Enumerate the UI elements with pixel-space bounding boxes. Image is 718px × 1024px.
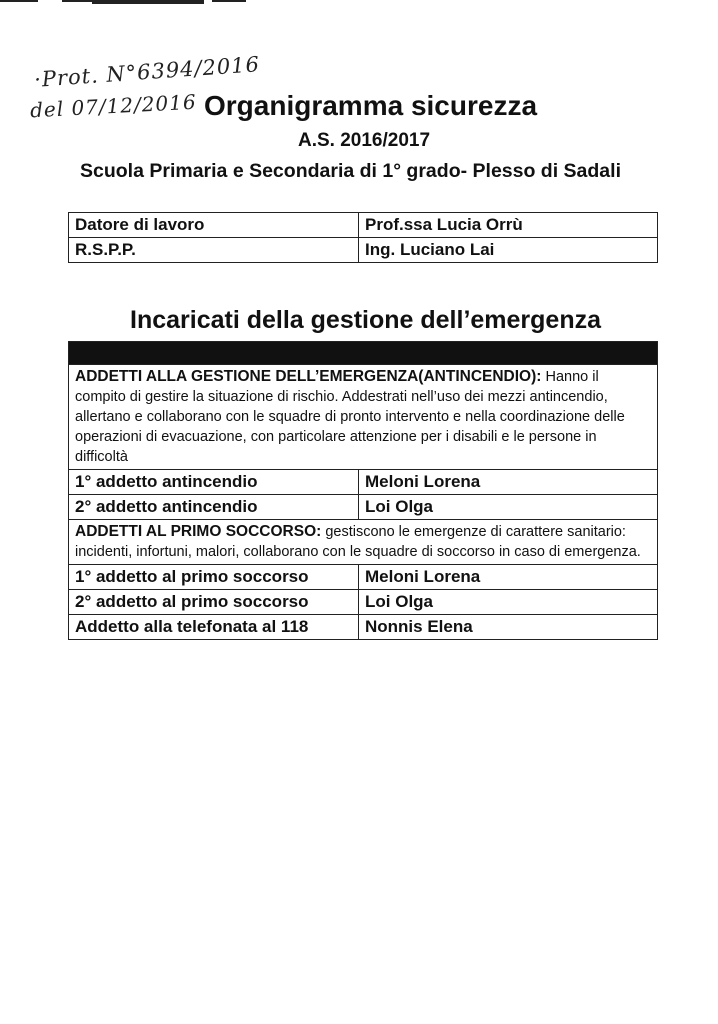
assignment-name: Meloni Lorena [359,565,658,590]
handwritten-date: del 07/12/2016 [29,89,198,123]
firstaid-text: gestiscono le emergenze di carattere sanitario: incidenti, infortuni, malori, collaborano con le squadre di soccorso in caso di emergenza. [75,524,641,560]
table-row [69,470,658,495]
scan-artifact [92,0,204,4]
page-title: Organigramma sicurezza [204,90,538,121]
scan-artifact [0,0,38,2]
table-row [69,615,658,640]
school-year: A.S. 2016/2017 [298,130,431,151]
role-label: R.S.P.P. [69,238,359,263]
role-name: Ing. Luciano Lai [359,238,658,263]
table-row [69,238,658,263]
fire-text: Hanno il compito di gestire la situazione di rischio. Addestrati nell’uso dei mezzi antincendio, allertano e collaborano con le squadre di pronto intervento e nella coordinazione delle operazioni di evacuazione, con particolare attenzione per i disabili e le persone in difficoltà [75,369,625,465]
table-row [69,365,658,470]
assignment-role: 2° addetto antincendio [69,495,359,520]
scan-artifact [212,0,246,2]
role-label: Datore di lavoro [69,213,359,238]
roles-table [68,212,658,263]
table-row [69,495,658,520]
emergency-table [68,341,658,640]
firstaid-title: ADDETTI AL PRIMO SOCCORSO: [75,523,322,540]
role-name: Prof.ssa Lucia Orrù [359,213,658,238]
assignment-role: 1° addetto al primo soccorso [69,565,359,590]
scan-artifact [62,0,92,2]
assignment-role: 1° addetto antincendio [69,470,359,495]
assignment-name: Meloni Lorena [359,470,658,495]
assignment-role: 2° addetto al primo soccorso [69,590,359,615]
section-heading: Incaricati della gestione dell’emergenza [130,306,602,334]
assignment-name: Loi Olga [359,590,658,615]
assignment-name: Loi Olga [359,495,658,520]
firstaid-description [69,520,658,565]
handwritten-protocol: ·Prot. N°6394/2016 [33,52,261,92]
school-name: Scuola Primaria e Secondaria di 1° grado- Plesso di Sadali [80,160,621,182]
table-header-bar [69,342,658,365]
assignment-role: Addetto alla telefonata al 118 [69,615,359,640]
fire-description [69,365,658,470]
table-row [69,213,658,238]
table-row [69,520,658,565]
assignment-name: Nonnis Elena [359,615,658,640]
fire-title: ADDETTI ALLA GESTIONE DELL’EMERGENZA(ANTINCENDIO): [75,368,542,385]
table-row [69,565,658,590]
table-row [69,590,658,615]
